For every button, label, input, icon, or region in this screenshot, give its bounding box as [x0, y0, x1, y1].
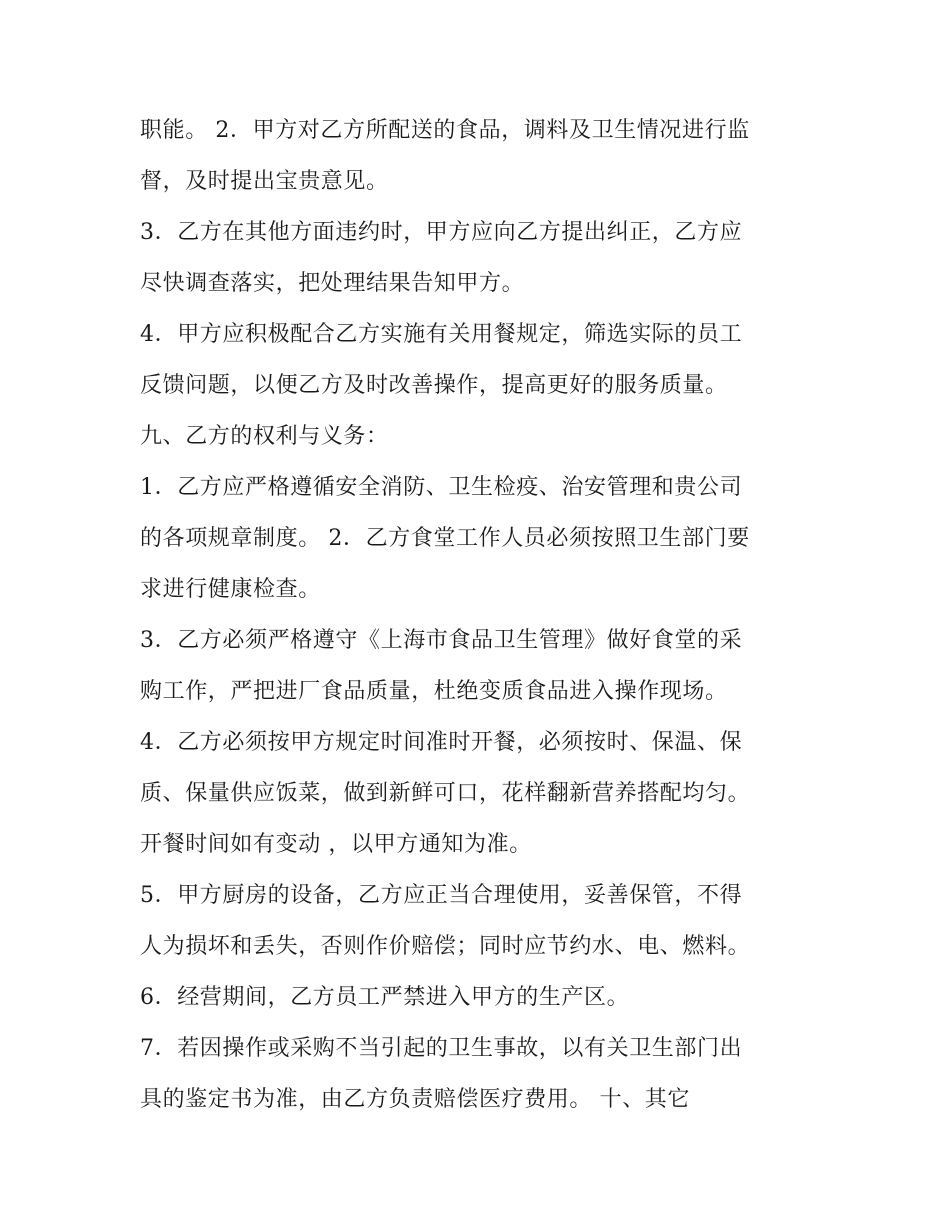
text-line: 7．若因操作或采购不当引起的卫生事故，以有关卫生部门出: [140, 1036, 743, 1061]
text-line: 求进行健康检查。: [140, 577, 321, 602]
text-line: 尽快调查落实，把处理结果告知甲方。: [140, 271, 525, 296]
document-body: [140, 105, 820, 1125]
text-line: 职能。 2．甲方对乙方所配送的食品，调料及卫生情况进行监: [140, 118, 750, 143]
text-line: 的各项规章制度。 2．乙方食堂工作人员必须按照卫生部门要: [140, 526, 750, 551]
text-line: 6．经营期间，乙方员工严禁进入甲方的生产区。: [140, 985, 630, 1010]
text-line: 人为损坏和丢失，否则作价赔偿；同时应节约水、电、燃料。: [140, 934, 751, 959]
text-line: 质、保量供应饭菜，做到新鲜可口，花样翻新营养搭配均匀。: [140, 781, 751, 806]
text-line: 反馈问题，以便乙方及时改善操作，提高更好的服务质量。: [140, 373, 728, 398]
text-line: 5．甲方厨房的设备，乙方应正当合理使用，妥善保管，不得: [140, 883, 743, 908]
text-line: 4．乙方必须按甲方规定时间准时开餐，必须按时、保温、保: [140, 730, 743, 755]
text-line: 1．乙方应严格遵循安全消防、卫生检疫、治安管理和贵公司: [140, 475, 743, 500]
text-line: 督，及时提出宝贵意见。: [140, 169, 389, 194]
text-line: 购工作，严把进厂食品质量，杜绝变质食品进入操作现场。: [140, 679, 728, 704]
section-heading: 九、乙方的权利与义务：: [140, 424, 389, 449]
text-line: 3．乙方必须严格遵守《上海市食品卫生管理》做好食堂的采: [140, 628, 743, 653]
text-line: 开餐时间如有变动 ，以甲方通知为准。: [140, 832, 532, 857]
text-line: 3．乙方在其他方面违约时，甲方应向乙方提出纠正，乙方应: [140, 220, 743, 245]
text-line: 4．甲方应积极配合乙方实施有关用餐规定，筛选实际的员工: [140, 322, 743, 347]
text-line: 具的鉴定书为准，由乙方负责赔偿医疗费用。 十、其它: [140, 1087, 690, 1112]
